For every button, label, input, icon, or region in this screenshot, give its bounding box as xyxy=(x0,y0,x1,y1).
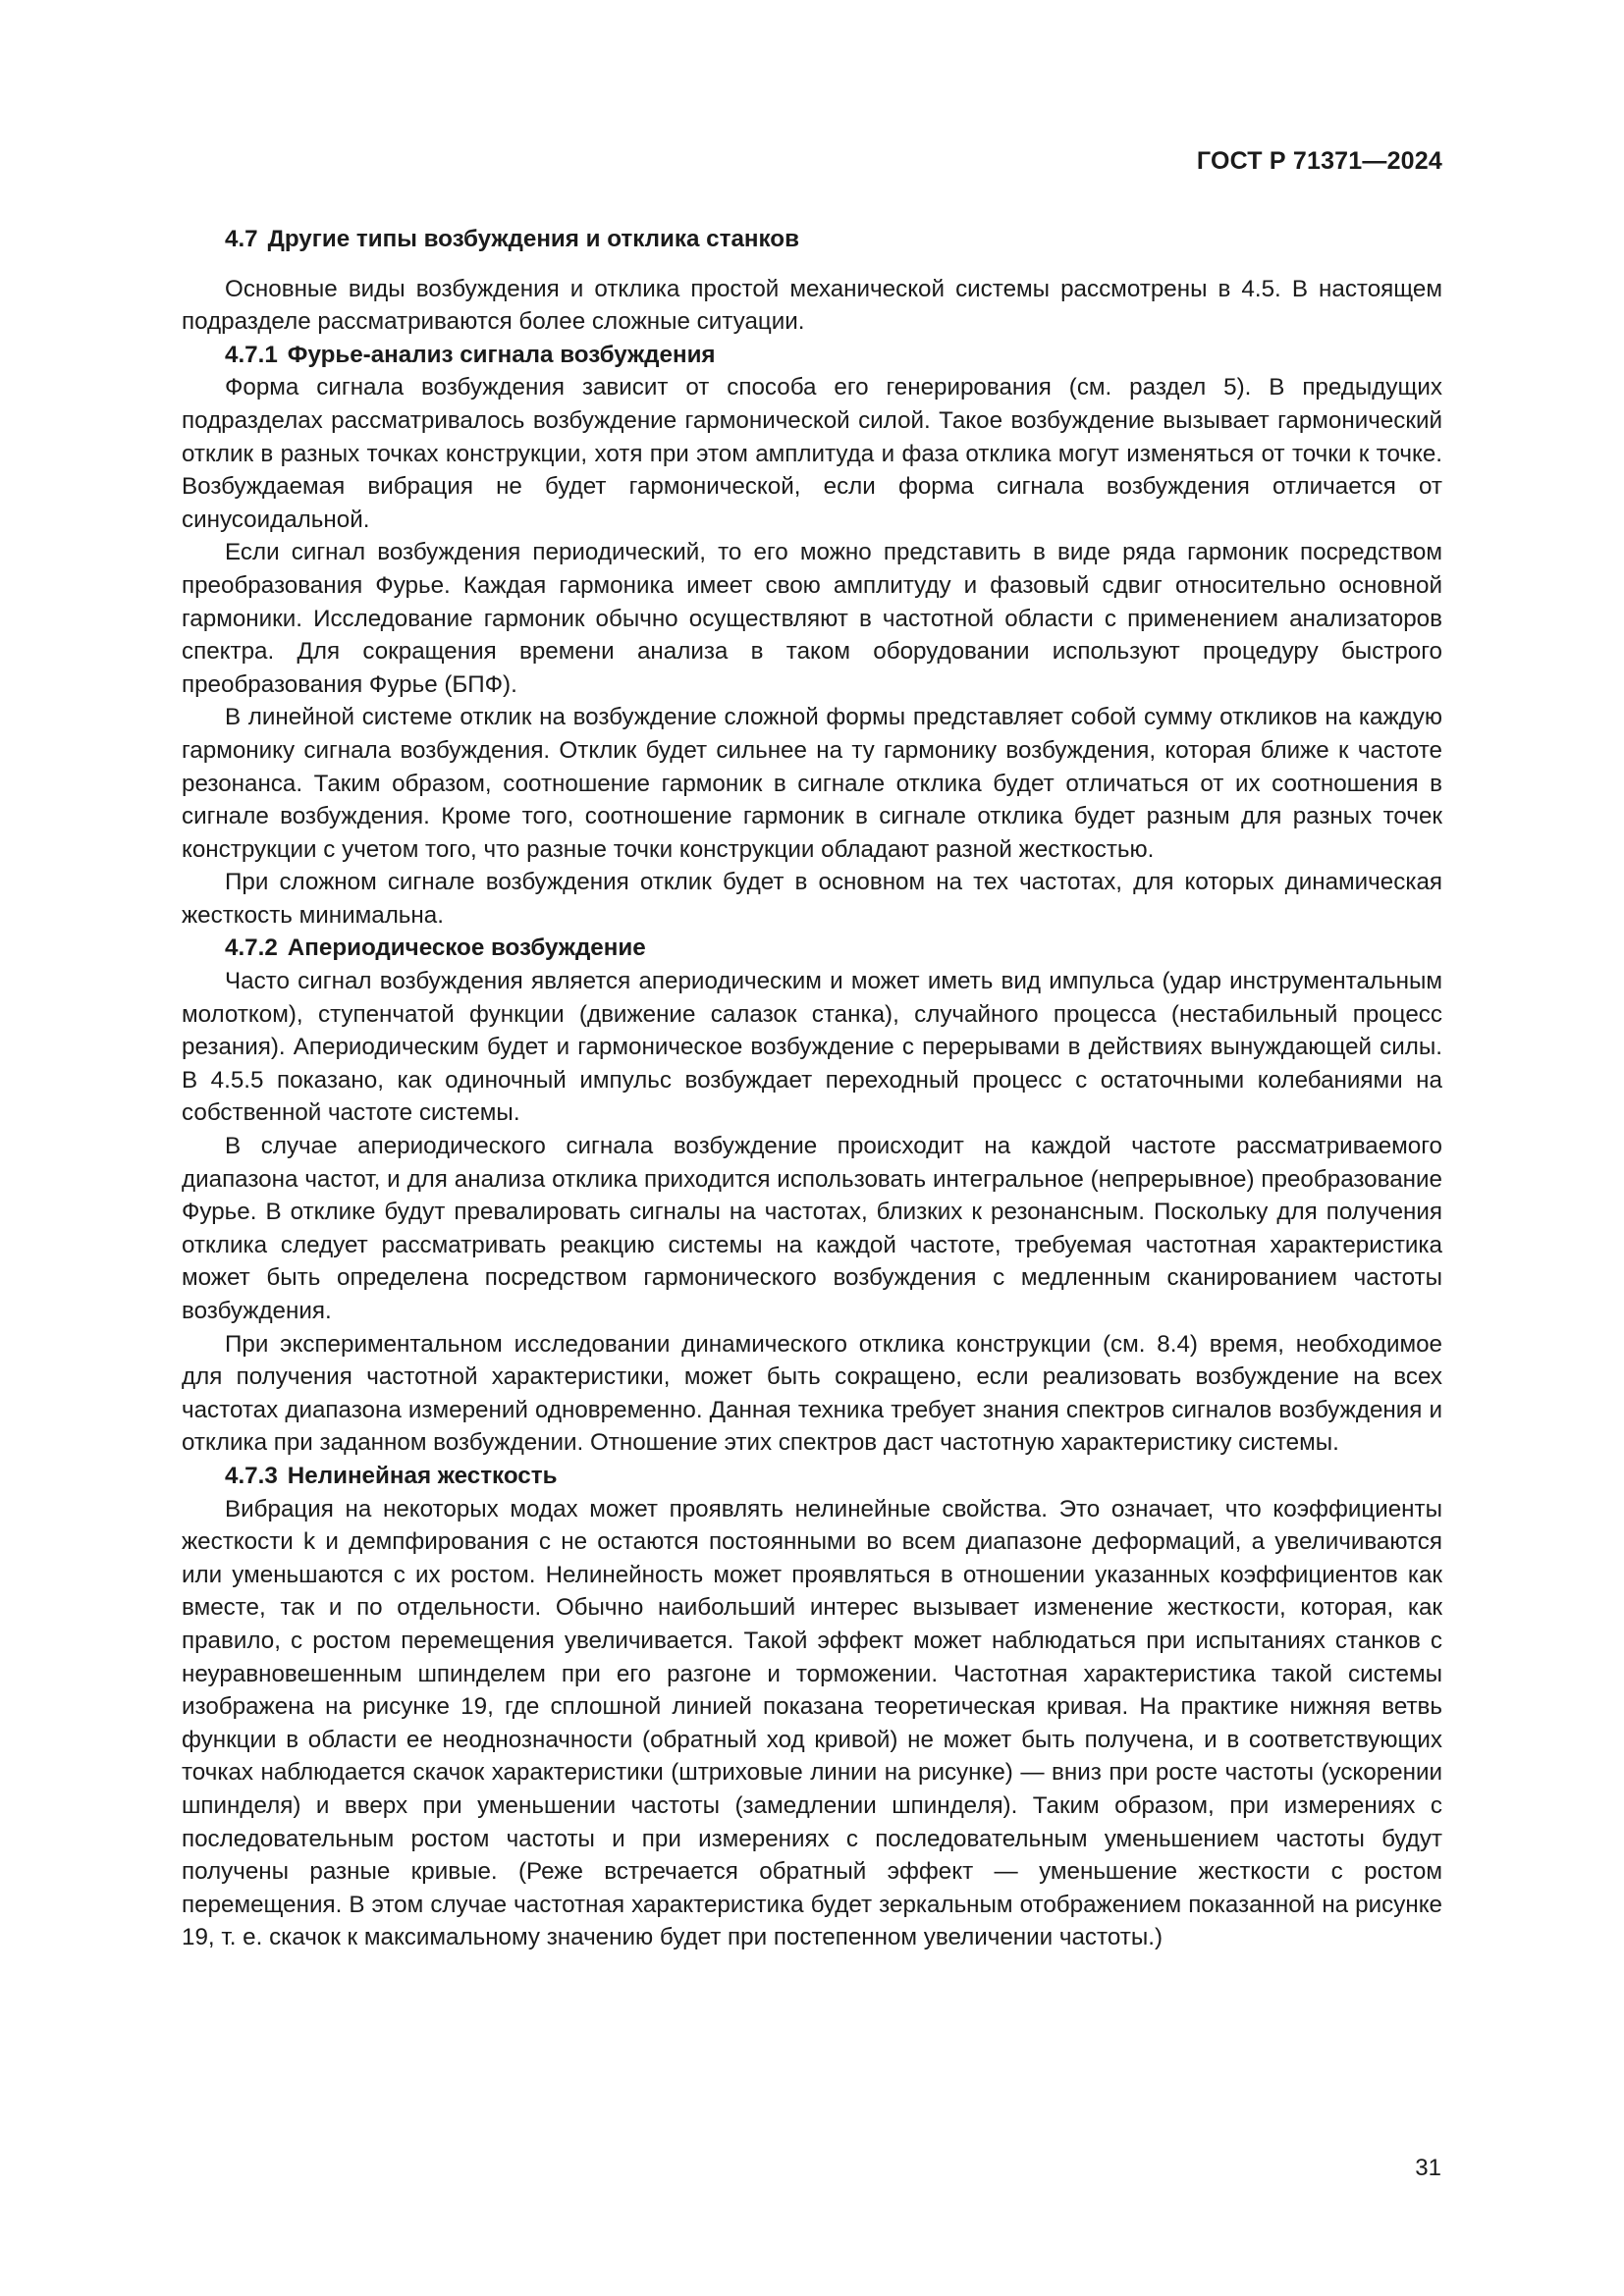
subsection-heading xyxy=(182,339,1442,372)
paragraph: Если сигнал возбуждения периодический, то его можно представить в виде ряда гармоник посредством преобразования Фурье. Каждая гармоника имеет свою амплитуду и фазовый сдвиг относительно основной гармоники. Исследование гармоник обычно осуществляют в частотной области с применением анализаторов спектра. Для сокращения времени анализа в таком оборудовании используют процедуру быстрого преобразования Фурье (БПФ). xyxy=(182,539,1442,698)
paragraph: Форма сигнала возбуждения зависит от способа его генерирования (см. раздел 5). В предыдущих подразделах рассматривалось возбуждение гармонической силой. Такое возбуждение вызывает гармонический отклик в разных точках конструкции, хотя при этом амплитуда и фаза отклика могут изменяться от точки к точке. Возбуждаемая вибрация не будет гармонической, если форма сигнала возбуждения отличается от синусоидальной. xyxy=(182,374,1442,533)
subsection-title: Фурье-анализ сигнала возбуждения xyxy=(287,341,716,368)
subsection-title: Апериодическое возбуждение xyxy=(287,934,646,962)
paragraph: При экспериментальном исследовании динамического отклика конструкции (см. 8.4) время, необходимое для получения частотной характеристики, может быть сокращено, если реализовать возбуждение на всех частотах диапазона измерений одновременно. Данная техника требует знания спектров сигналов возбуждения и отклика при заданном возбуждении. Отношение этих спектров даст частотную характеристику системы. xyxy=(182,1330,1442,1457)
subsection-title: Нелинейная жесткость xyxy=(287,1462,558,1489)
section-intro-paragraph: Основные виды возбуждения и отклика простой механической системы рассмотрены в 4.5. В настоящем подразделе рассматриваются более сложные ситуации. xyxy=(182,275,1442,336)
section-heading xyxy=(182,223,1442,256)
paragraph: В случае апериодического сигнала возбуждение происходит на каждой частоте рассматриваемого диапазона частот, и для анализа отклика приходится использовать интегральное (непрерывное) преобразование Фурье. В отклике будут превалировать сигналы на частотах, близких к резонансным. Поскольку для получения отклика следует рассматривать реакцию системы на каждой частоте, требуемая частотная характеристика может быть определена посредством гармонического возбуждения с медленным сканированием частоты возбуждения. xyxy=(182,1133,1442,1324)
subsection-number: 4.7.1 xyxy=(225,341,278,368)
subsection-number: 4.7.3 xyxy=(225,1462,278,1489)
section-title: Другие типы возбуждения и отклика станков xyxy=(267,226,799,252)
page-number: 31 xyxy=(1415,2155,1441,2181)
document-body xyxy=(182,223,1442,1954)
subsection-heading xyxy=(182,1460,1442,1493)
paragraph: При сложном сигнале возбуждения отклик будет в основном на тех частотах, для которых динамическая жесткость минимальна. xyxy=(182,869,1442,929)
subsection-number: 4.7.2 xyxy=(225,934,278,962)
paragraph: В линейной системе отклик на возбуждение сложной формы представляет собой сумму откликов на каждую гармонику сигнала возбуждения. Отклик будет сильнее на ту гармонику возбуждения, которая ближе к частоте резонанса. Таким образом, соотношение гармоник в сигнале отклика будет отличаться от их соотношения в сигнале возбуждения. Кроме того, соотношение гармоник в сигнале отклика будет разным для разных точек конструкции с учетом того, что разные точки конструкции обладают разной жесткостью. xyxy=(182,704,1442,863)
subsection-heading xyxy=(182,932,1442,965)
section-number: 4.7 xyxy=(225,226,258,252)
document-code-header: ГОСТ Р 71371—2024 xyxy=(1196,147,1442,175)
paragraph: Часто сигнал возбуждения является апериодическим и может иметь вид импульса (удар инструментальным молотком), ступенчатой функции (движение салазок станка), случайного процесса (нестабильный процесс резания). Апериодическим будет и гармоническое возбуждение с перерывами в действиях вынуждающей силы. В 4.5.5 показано, как одиночный импульс возбуждает переходный процесс с остаточными колебаниями на собственной частоте системы. xyxy=(182,968,1442,1127)
paragraph: Вибрация на некоторых модах может проявлять нелинейные свойства. Это означает, что коэффициенты жесткости k и демпфирования c не остаются постоянными во всем диапазоне деформаций, а увеличиваются или уменьшаются с их ростом. Нелинейность может проявляться в отношении указанных коэффициентов как вместе, так и по отдельности. Обычно наибольший интерес вызывает изменение жесткости, которая, как правило, с ростом перемещения увеличивается. Такой эффект может наблюдаться при испытаниях станков с неуравновешенным шпинделем при его разгоне и торможении. Частотная характеристика такой системы изображена на рисунке 19, где сплошной линией показана теоретическая кривая. На практике нижняя ветвь функции в области ее неоднозначности (обратный ход кривой) не может быть получена, и в соответствующих точках наблюдается скачок характеристики (штриховые линии на рисунке) — вниз при росте частоты (ускорении шпинделя) и вверх при уменьшении частоты (замедлении шпинделя). Таким образом, при измерениях с последовательным ростом частоты и при измерениях с последовательным уменьшением частоты будут получены разные кривые. (Реже встречается обратный эффект — уменьшение жесткости с ростом перемещения. В этом случае частотная характеристика будет зеркальным отображением показанной на рисунке 19, т. е. скачок к максимальному значению будет при постепенном увеличении частоты.) xyxy=(182,1495,1442,1951)
